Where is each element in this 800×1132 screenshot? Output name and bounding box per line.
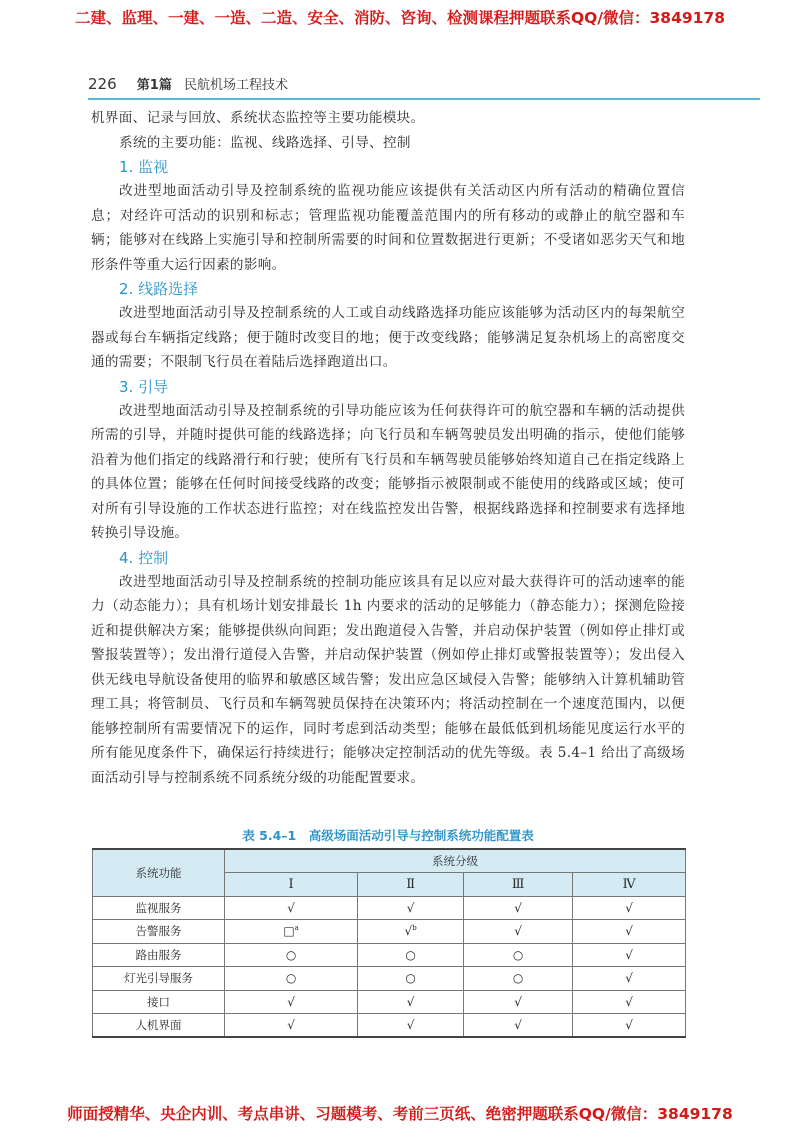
paragraph: 系统的主要功能：监视、线路选择、引导、控制: [119, 134, 411, 151]
table-cell: √: [358, 896, 464, 920]
row-label: 路由服务: [93, 943, 225, 967]
header-level-4: Ⅳ: [573, 873, 686, 897]
header-system-level: 系统分级: [225, 849, 686, 873]
table-cell: ○: [225, 967, 358, 991]
paragraph: 改进型地面活动引导及控制系统的控制功能应该具有足以应对最大获得许可的活动速率的能力（动态能力）；具有机场计划安排最长 1h 内要求的活动的足够能力（静态能力）；探测危险接近和提供解决方案；能够提供纵向间距；发出跑道侵入告警，并启动保护装置（例如停止排灯或警报装置等）；发出滑行道侵入告警，并启动保护装置（例如停止排灯或警报装置等）；发出侵入供无线电导航设备使用的临界和敏感区域告警；发出应急区域侵入告警；能够纳入计算机辅助管理工具；将管制员、飞行员和车辆驾驶员保持在决策环内；将活动控制在一个速度范围内，以便能够控制所有需要情况下的运作，同时考虑到活动类型；能够在最低低到机场能见度运行水平的所有能见度条件下，确保运行持续进行；能够决定控制活动的优先等级。表 5.4–1 给出了高级场面活动引导与控制系统不同系统分级的功能配置要求。: [91, 573, 685, 786]
footnote-mark: b: [412, 924, 417, 933]
section-heading-control: 4. 控制: [119, 548, 169, 567]
table-cell: √: [573, 920, 686, 944]
table-cell: √: [573, 967, 686, 991]
table-cell: √: [225, 990, 358, 1014]
top-ad-banner: 二建、监理、一建、一造、二造、安全、消防、咨询、检测课程押题联系QQ/微信：3849178: [74, 9, 725, 27]
table-cell: ○: [358, 967, 464, 991]
table-cell: ○: [358, 943, 464, 967]
row-label: 接口: [93, 990, 225, 1014]
table-row: [93, 967, 686, 991]
function-config-table: [92, 848, 686, 1038]
table-cell: ○: [464, 943, 573, 967]
table-cell: √: [225, 1014, 358, 1038]
table-row: [93, 1014, 686, 1038]
table-cell: √: [358, 1014, 464, 1038]
table-cell: √$^b$: [358, 920, 464, 944]
table-row: [93, 896, 686, 920]
paragraph: 改进型地面活动引导及控制系统的监视功能应该提供有关活动区内所有活动的精确位置信息；对经许可活动的识别和标志；管理监视功能覆盖范围内的所有移动的或静止的航空器和车辆；能够对在线路上实施引导和控制所需要的时间和位置数据进行更新；不受诸如恶劣天气和地形条件等重大运行因素的影响。: [91, 183, 685, 273]
table-cell: √: [358, 990, 464, 1014]
header-system-function: 系统功能: [93, 849, 225, 896]
table-cell: √: [464, 920, 573, 944]
table-cell: √: [573, 896, 686, 920]
footnote-mark: a: [294, 924, 299, 933]
table-row: [93, 943, 686, 967]
table-cell: √: [573, 943, 686, 967]
table-row: [93, 990, 686, 1014]
row-label: 监视服务: [93, 896, 225, 920]
section-heading-guidance: 3. 引导: [119, 377, 169, 396]
part-label: 第1篇: [136, 78, 172, 93]
table-cell: √: [573, 1014, 686, 1038]
table-cell: □$^a$: [225, 920, 358, 944]
page-number: 226: [88, 75, 117, 93]
paragraph: 改进型地面活动引导及控制系统的引导功能应该为任何获得许可的航空器和车辆的活动提供所需的引导，并随时提供可能的线路选择；向飞行员和车辆驾驶员发出明确的指示，使他们能够沿着为他们指定的线路滑行和行驶；使所有飞行员和车辆驾驶员能够始终知道自己在指定线路上的具体位置；能够在任何时间接受线路的改变；能够指示被限制或不能使用的线路或区域；使可对所有引导设施的工作状态进行监控；对在线监控发出告警，根据线路选择和控制要求有选择地转换引导设施。: [91, 402, 685, 541]
row-label: 灯光引导服务: [93, 967, 225, 991]
header-level-3: Ⅲ: [464, 873, 573, 897]
table-cell: √: [464, 896, 573, 920]
section-heading-routing: 2. 线路选择: [119, 280, 199, 298]
table-cell: √: [464, 990, 573, 1014]
body-text: [91, 106, 685, 790]
table-cell: √: [464, 1014, 573, 1038]
table-cell: ○: [225, 943, 358, 967]
running-head: [88, 74, 760, 100]
section-heading-monitoring: 1. 监视: [119, 158, 169, 176]
row-label: 人机界面: [93, 1014, 225, 1038]
paragraph: 机界面、记录与回放、系统状态监控等主要功能模块。: [91, 110, 425, 126]
table-row: [93, 920, 686, 944]
table-cell: ○: [464, 967, 573, 991]
header-level-2: Ⅱ: [358, 873, 464, 897]
table-cell: √: [225, 896, 358, 920]
table-cell: √: [573, 990, 686, 1014]
header-level-1: Ⅰ: [225, 873, 358, 897]
book-title: 民航机场工程技术: [183, 78, 288, 93]
table-caption: 表 5.4–1 高级场面活动引导与控制系统功能配置表: [242, 828, 534, 843]
paragraph: 改进型地面活动引导及控制系统的人工或自动线路选择功能应该能够为活动区内的每架航空器或每台车辆指定线路；便于随时改变目的地；便于改变线路；能够满足复杂机场上的高密度交通的需要；不限制飞行员在着陆后选择跑道出口。: [91, 305, 685, 370]
row-label: 告警服务: [93, 920, 225, 944]
bottom-ad-banner: 师面授精华、央企内训、考点串讲、习题模考、考前三页纸、绝密押题联系QQ/微信：3849178: [67, 1105, 733, 1123]
